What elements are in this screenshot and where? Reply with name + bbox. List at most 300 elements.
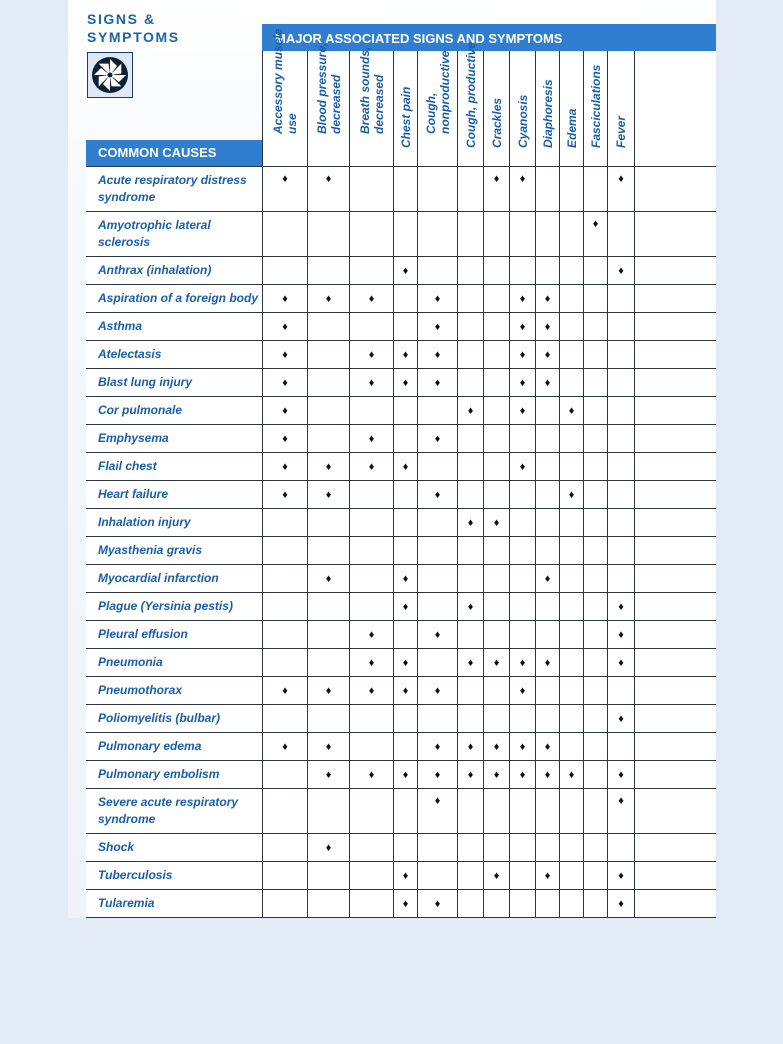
- symptom-cell: [262, 257, 307, 284]
- symptom-present-marker: ♦: [519, 404, 526, 417]
- symptom-cell: [417, 862, 457, 889]
- symptom-cell: [417, 313, 457, 340]
- symptom-cell: [393, 677, 417, 704]
- symptom-cell: [509, 890, 535, 917]
- section-title: [87, 10, 180, 46]
- symptom-cell: [457, 677, 483, 704]
- cause-label: [86, 565, 262, 592]
- symptom-cell: [417, 733, 457, 760]
- symptom-cell: [559, 481, 583, 508]
- symptom-present-marker: ♦: [282, 460, 288, 473]
- symptom-present-marker: ♦: [325, 768, 332, 781]
- symptom-present-marker: ♦: [282, 292, 288, 305]
- symptom-cell: [393, 649, 417, 676]
- table-row: [86, 592, 716, 620]
- symptom-cell: [535, 285, 559, 312]
- cause-label: [86, 761, 262, 788]
- symptom-cell: [483, 761, 509, 788]
- symptom-cell: [583, 621, 607, 648]
- symptom-present-marker: ♦: [493, 869, 500, 882]
- symptom-cell: [583, 890, 607, 917]
- symptom-present-marker: ♦: [519, 376, 526, 389]
- symptom-cell: [393, 167, 417, 211]
- symptom-cell: [483, 313, 509, 340]
- symptom-cell: [457, 593, 483, 620]
- symptom-present-marker: ♦: [282, 376, 288, 389]
- column-header: [483, 51, 509, 166]
- symptom-cell: [583, 677, 607, 704]
- symptom-cell: [349, 167, 393, 211]
- symptom-cell: [535, 789, 559, 833]
- symptom-present-marker: ♦: [434, 795, 441, 807]
- cause-label-text: Atelectasis: [98, 347, 162, 361]
- symptom-cell: [457, 453, 483, 480]
- symptom-present-marker: ♦: [368, 376, 375, 389]
- cause-label-text: Tularemia: [98, 896, 155, 910]
- symptom-cell: [417, 621, 457, 648]
- cause-label: [86, 621, 262, 648]
- symptom-cell: [634, 212, 716, 256]
- symptom-cell: [509, 621, 535, 648]
- symptom-cell: [307, 397, 349, 424]
- cause-label-text: Anthrax (inhalation): [98, 263, 212, 277]
- symptom-cell: [634, 369, 716, 396]
- symptom-cell: [559, 890, 583, 917]
- symptom-cell: [559, 212, 583, 256]
- symptom-cell: [457, 705, 483, 732]
- symptom-cell: [583, 453, 607, 480]
- symptom-cell: [483, 537, 509, 564]
- symptom-present-marker: ♦: [544, 768, 551, 781]
- symptom-cell: [559, 733, 583, 760]
- symptom-cell: [349, 509, 393, 536]
- symptom-cell: [417, 425, 457, 452]
- symptom-present-marker: ♦: [282, 740, 288, 753]
- column-header-line: decreased: [328, 74, 343, 134]
- column-header-text: [589, 65, 603, 148]
- cause-label-text: Asthma: [98, 319, 143, 333]
- symptom-cell: [634, 313, 716, 340]
- symptom-present-marker: ♦: [402, 348, 409, 361]
- symptom-cell: [457, 509, 483, 536]
- column-header-text: [565, 109, 579, 148]
- symptom-present-marker: ♦: [467, 740, 474, 753]
- symptom-cell: [393, 313, 417, 340]
- symptom-present-marker: ♦: [368, 348, 375, 361]
- symptom-cell: [509, 509, 535, 536]
- column-header-line: Fasciculations: [588, 64, 603, 148]
- symptom-cell: [483, 481, 509, 508]
- symptom-cell: [349, 834, 393, 861]
- column-header-line: Accessory muscle: [271, 28, 285, 134]
- symptom-cell: [262, 621, 307, 648]
- symptom-cell: [583, 257, 607, 284]
- column-header-text: [358, 47, 386, 134]
- symptom-cell: [349, 285, 393, 312]
- symptom-present-marker: ♦: [467, 656, 474, 669]
- symptom-present-marker: ♦: [434, 432, 441, 445]
- symptom-cell: [483, 890, 509, 917]
- cause-label: [86, 481, 262, 508]
- symptom-cell: [607, 834, 634, 861]
- symptom-present-marker: ♦: [434, 768, 441, 781]
- symptom-present-marker: ♦: [282, 173, 288, 185]
- symptom-cell: [262, 733, 307, 760]
- symptom-cell: [417, 649, 457, 676]
- symptom-cell: [634, 862, 716, 889]
- symptom-present-marker: ♦: [544, 572, 551, 585]
- section-title-line-2: SYMPTOMS: [87, 29, 180, 45]
- symptom-cell: [559, 789, 583, 833]
- symptom-present-marker: ♦: [282, 684, 288, 697]
- symptom-cell: [559, 649, 583, 676]
- column-header-line: Cough,: [423, 92, 438, 134]
- symptom-cell: [393, 369, 417, 396]
- symptom-cell: [307, 733, 349, 760]
- cause-label: [86, 789, 262, 833]
- symptom-cell: [559, 834, 583, 861]
- symptom-cell: [634, 733, 716, 760]
- symptom-cell: [583, 537, 607, 564]
- symptom-cell: [583, 341, 607, 368]
- symptom-cell: [535, 453, 559, 480]
- symptom-cell: [457, 425, 483, 452]
- symptom-cell: [457, 285, 483, 312]
- symptom-cell: [393, 593, 417, 620]
- symptom-cell: [262, 509, 307, 536]
- symptom-cell: [417, 212, 457, 256]
- symptom-present-marker: ♦: [282, 348, 288, 361]
- symptom-present-marker: ♦: [402, 684, 409, 697]
- symptom-cell: [349, 705, 393, 732]
- symptom-cell: [607, 509, 634, 536]
- cause-label-text: Myasthenia gravis: [98, 543, 203, 557]
- symptom-cell: [583, 397, 607, 424]
- symptom-cell: [535, 167, 559, 211]
- symptom-cell: [262, 761, 307, 788]
- symptom-present-marker: ♦: [493, 768, 500, 781]
- symptom-cell: [559, 537, 583, 564]
- symptom-cell: [349, 481, 393, 508]
- symptom-cell: [457, 537, 483, 564]
- column-header-line: Chest pain: [398, 86, 413, 148]
- symptom-cell: [535, 733, 559, 760]
- symptom-present-marker: ♦: [519, 348, 526, 361]
- symptom-present-marker: ♦: [519, 684, 526, 697]
- symptom-present-marker: ♦: [325, 841, 332, 854]
- symptom-present-marker: ♦: [434, 376, 441, 389]
- symptom-cell: [307, 834, 349, 861]
- symptom-cell: [535, 705, 559, 732]
- symptom-cell: [509, 862, 535, 889]
- symptom-cell: [483, 212, 509, 256]
- symptom-cell: [349, 862, 393, 889]
- column-header-text: [614, 116, 628, 148]
- symptom-present-marker: ♦: [519, 460, 526, 473]
- symptom-cell: [417, 341, 457, 368]
- symptom-cell: [583, 565, 607, 592]
- symptom-cell: [607, 593, 634, 620]
- symptom-present-marker: ♦: [568, 404, 575, 417]
- symptom-cell: [417, 481, 457, 508]
- symptom-cell: [583, 862, 607, 889]
- symptom-cell: [457, 621, 483, 648]
- symptom-present-marker: ♦: [434, 320, 441, 333]
- section-title-line-1: SIGNS &: [87, 11, 156, 27]
- symptom-cell: [349, 537, 393, 564]
- symptom-cell: [535, 890, 559, 917]
- symptom-cell: [535, 257, 559, 284]
- symptom-cell: [583, 705, 607, 732]
- symptom-cell: [417, 285, 457, 312]
- symptom-cell: [535, 621, 559, 648]
- symptom-present-marker: ♦: [618, 712, 624, 725]
- symptom-cell: [634, 509, 716, 536]
- symptom-present-marker: ♦: [544, 348, 551, 361]
- symptom-cell: [559, 167, 583, 211]
- pinwheel-logo-icon: [87, 52, 133, 98]
- symptom-cell: [262, 285, 307, 312]
- table-row: [86, 480, 716, 508]
- symptom-present-marker: ♦: [434, 292, 441, 305]
- symptom-cell: [634, 621, 716, 648]
- symptom-cell: [307, 593, 349, 620]
- column-header-line: Crackles: [489, 97, 504, 148]
- symptom-cell: [307, 285, 349, 312]
- symptom-cell: [583, 509, 607, 536]
- symptom-cell: [262, 862, 307, 889]
- symptom-cell: [262, 834, 307, 861]
- table-row: [86, 211, 716, 256]
- symptom-present-marker: ♦: [618, 795, 624, 807]
- symptom-cell: [607, 453, 634, 480]
- symptom-cell: [607, 649, 634, 676]
- column-header: [607, 51, 634, 166]
- column-header: [509, 51, 535, 166]
- symptom-present-marker: ♦: [544, 656, 551, 669]
- symptom-cell: [583, 733, 607, 760]
- symptom-present-marker: ♦: [544, 869, 551, 882]
- symptom-cell: [607, 397, 634, 424]
- column-header: [559, 51, 583, 166]
- cause-label-text: Myocardial infarction: [98, 571, 219, 585]
- cause-label: [86, 257, 262, 284]
- symptom-cell: [607, 789, 634, 833]
- symptom-cell: [509, 167, 535, 211]
- symptom-cell: [509, 257, 535, 284]
- symptom-cell: [509, 313, 535, 340]
- symptom-cell: [634, 481, 716, 508]
- table-row: [86, 833, 716, 861]
- symptom-present-marker: ♦: [544, 376, 551, 389]
- symptom-cell: [583, 369, 607, 396]
- symptom-present-marker: ♦: [467, 768, 474, 781]
- symptom-cell: [393, 509, 417, 536]
- column-header-text: [271, 29, 299, 134]
- symptom-present-marker: ♦: [618, 173, 624, 185]
- symptom-cell: [393, 425, 417, 452]
- reference-page: [68, 0, 716, 918]
- symptom-cell: [393, 621, 417, 648]
- symptom-cell: [262, 313, 307, 340]
- symptom-present-marker: ♦: [519, 656, 526, 669]
- symptom-cell: [583, 313, 607, 340]
- symptom-present-marker: ♦: [618, 628, 624, 641]
- column-header: [457, 42, 483, 166]
- symptom-cell: [262, 425, 307, 452]
- symptom-cell: [393, 537, 417, 564]
- symptom-cell: [583, 167, 607, 211]
- symptom-cell: [349, 341, 393, 368]
- symptom-cell: [583, 789, 607, 833]
- pinwheel-icon: [90, 55, 130, 95]
- column-header-text: [424, 51, 452, 134]
- symptom-cell: [509, 425, 535, 452]
- symptom-cell: [509, 453, 535, 480]
- symptom-cell: [607, 890, 634, 917]
- symptom-cell: [457, 862, 483, 889]
- symptom-cell: [262, 369, 307, 396]
- symptom-cell: [417, 167, 457, 211]
- symptom-cell: [509, 834, 535, 861]
- symptom-cell: [349, 761, 393, 788]
- symptom-cell: [634, 789, 716, 833]
- symptom-cell: [559, 285, 583, 312]
- symptom-cell: [307, 212, 349, 256]
- symptom-present-marker: ♦: [402, 656, 409, 669]
- symptom-cell: [559, 621, 583, 648]
- symptom-cell: [509, 705, 535, 732]
- symptom-cell: [483, 649, 509, 676]
- table-row: [86, 166, 716, 211]
- table-row: [86, 340, 716, 368]
- cause-label: [86, 649, 262, 676]
- common-causes-banner: COMMON CAUSES: [86, 140, 262, 166]
- symptom-cell: [583, 481, 607, 508]
- symptom-cell: [607, 733, 634, 760]
- symptom-cell: [307, 565, 349, 592]
- symptom-cell: [262, 167, 307, 211]
- table-row: [86, 508, 716, 536]
- symptom-cell: [307, 890, 349, 917]
- symptom-cell: [509, 285, 535, 312]
- cause-label-text: Heart failure: [98, 487, 169, 501]
- symptom-cell: [417, 834, 457, 861]
- cause-label-text: Pneumonia: [98, 655, 163, 669]
- column-header-line: Breath sounds,: [357, 46, 372, 134]
- cause-label-text: Severe acute respiratory syndrome: [98, 795, 239, 826]
- cause-label: [86, 705, 262, 732]
- symptom-cell: [393, 705, 417, 732]
- symptom-cell: [559, 453, 583, 480]
- symptom-cell: [349, 425, 393, 452]
- symptom-cell: [559, 509, 583, 536]
- symptom-present-marker: ♦: [402, 572, 409, 585]
- column-header: [349, 46, 393, 166]
- table-row: [86, 648, 716, 676]
- table-row: [86, 452, 716, 480]
- cause-label: [86, 733, 262, 760]
- symptom-cell: [509, 593, 535, 620]
- symptom-cell: [307, 257, 349, 284]
- symptom-cell: [417, 537, 457, 564]
- symptom-cell: [607, 565, 634, 592]
- cause-label-text: Pulmonary embolism: [98, 767, 220, 781]
- symptom-cell: [535, 761, 559, 788]
- symptom-cell: [559, 425, 583, 452]
- symptom-cell: [349, 733, 393, 760]
- symptom-present-marker: ♦: [618, 264, 624, 277]
- table-row: [86, 284, 716, 312]
- symptom-present-marker: ♦: [402, 768, 409, 781]
- symptom-cell: [417, 453, 457, 480]
- table-row: [86, 256, 716, 284]
- symptom-cell: [262, 890, 307, 917]
- symptom-present-marker: ♦: [368, 460, 375, 473]
- symptom-cell: [483, 509, 509, 536]
- symptom-cell: [457, 212, 483, 256]
- cause-label-text: Pulmonary edema: [98, 739, 202, 753]
- column-header: [535, 51, 559, 166]
- table-row: [86, 312, 716, 340]
- symptom-present-marker: ♦: [544, 320, 551, 333]
- symptom-cell: [417, 890, 457, 917]
- symptom-cell: [307, 167, 349, 211]
- symptom-cell: [559, 761, 583, 788]
- symptom-cell: [583, 425, 607, 452]
- symptom-cell: [535, 369, 559, 396]
- symptom-cell: [262, 537, 307, 564]
- symptom-present-marker: ♦: [282, 404, 288, 417]
- symptom-cell: [634, 565, 716, 592]
- symptom-cell: [535, 593, 559, 620]
- cause-label-text: Flail chest: [98, 459, 157, 473]
- symptom-cell: [607, 369, 634, 396]
- symptom-present-marker: ♦: [325, 684, 332, 697]
- symptom-cell: [559, 677, 583, 704]
- symptom-cell: [349, 565, 393, 592]
- table-row: [86, 676, 716, 704]
- symptom-present-marker: ♦: [368, 432, 375, 445]
- cause-label: [86, 593, 262, 620]
- symptom-present-marker: ♦: [467, 404, 474, 417]
- symptom-cell: [417, 397, 457, 424]
- symptom-cell: [262, 453, 307, 480]
- symptom-cell: [417, 593, 457, 620]
- symptom-cell: [307, 453, 349, 480]
- symptom-cell: [583, 761, 607, 788]
- symptom-cell: [607, 341, 634, 368]
- symptom-cell: [393, 862, 417, 889]
- symptom-present-marker: ♦: [282, 488, 288, 501]
- cause-label: [86, 677, 262, 704]
- symptom-cell: [457, 167, 483, 211]
- column-header-line: Diaphoresis: [540, 79, 555, 148]
- symptom-cell: [634, 761, 716, 788]
- cause-label-text: Cor pulmonale: [98, 403, 183, 417]
- symptom-cell: [634, 453, 716, 480]
- symptom-cell: [483, 397, 509, 424]
- symptom-cell: [559, 397, 583, 424]
- symptom-present-marker: ♦: [325, 292, 332, 305]
- symptom-cell: [483, 285, 509, 312]
- symptom-cell: [262, 705, 307, 732]
- symptom-present-marker: ♦: [519, 768, 526, 781]
- column-header-text: [516, 95, 530, 148]
- symptom-cell: [559, 862, 583, 889]
- symptom-cell: [307, 313, 349, 340]
- symptom-present-marker: ♦: [434, 348, 441, 361]
